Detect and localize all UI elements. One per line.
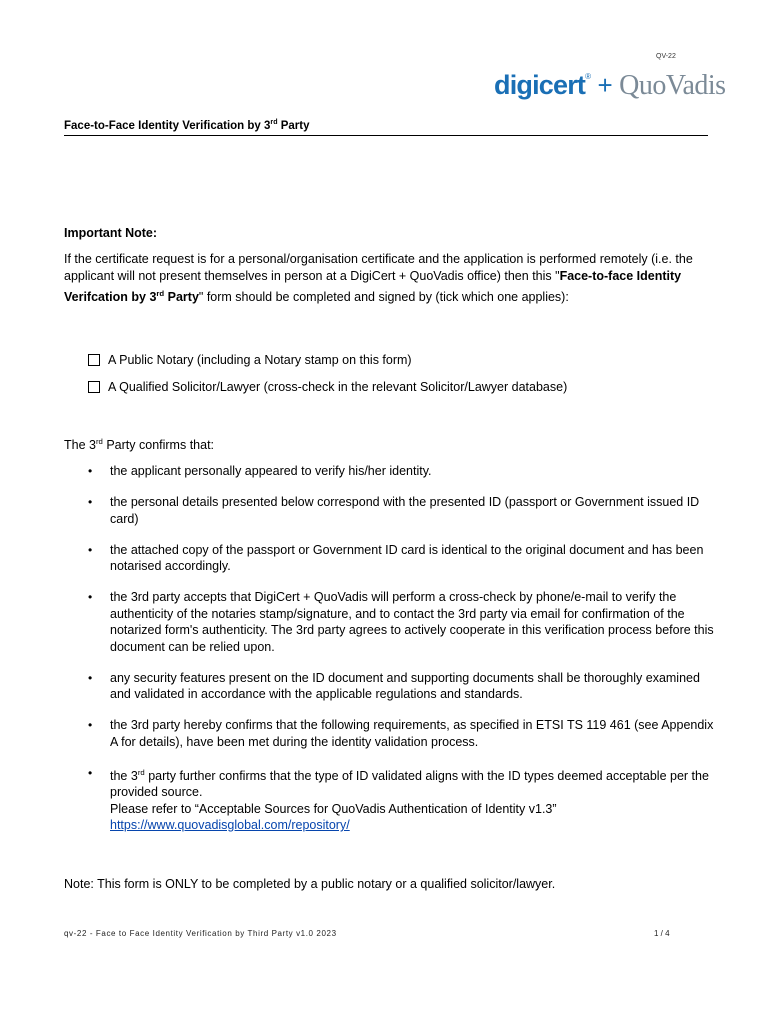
list-item: • the 3rd party accepts that DigiCert + QuoVadis will perform a cross-check by phone/e-mail to verify the authenticity of the notaries stamp/signature, and to contact the 3rd party via email for confirmation of the notarized form's authenticity. The 3rd party agrees to actively cooperate in this verification process before this document can be relied upon. [88,589,718,655]
solicitor-lawyer-checkbox[interactable] [88,381,100,393]
option-label: A Qualified Solicitor/Lawyer (cross-check in the relevant Solicitor/Lawyer database) [108,380,568,394]
footer-document-name: qv-22 - Face to Face Identity Verification by Third Party v1.0 2023 [64,929,337,938]
footer-page-number: 1 / 4 [654,929,670,938]
refer-text: Please refer to “Acceptable Sources for QuoVadis Authentication of Identity v1.3” [110,801,557,816]
logo-registered-mark: ® [585,72,592,81]
important-note-heading: Important Note: [64,226,158,240]
header-divider [64,135,708,136]
logo-plus: + [597,70,613,100]
final-note: Note: This form is ONLY to be completed by a public notary or a qualified solicitor/lawyer. [64,877,556,891]
repository-link[interactable]: https://www.quovadisglobal.com/repository/ [110,818,350,833]
public-notary-checkbox[interactable] [88,354,100,366]
confirms-lead-text: The 3rd Party confirms that: [64,437,215,453]
list-item: • the 3rd party hereby confirms that the following requirements, as specified in ETSI TS 119 461 (see Appendix A for details), have been met during the identity validation process. [88,717,718,750]
logo-quovadis-text: QuoVadis [619,70,726,101]
option-public-notary[interactable] [88,353,412,367]
list-item: • the 3rd party further confirms that the type of ID validated aligns with the ID types deemed acceptable per the provided source. Please refer to “Acceptable Sources for QuoVadis Authentication of Identity v1.3” https://www.quovadisglobal.com/repository/ [88,765,718,834]
page-title: Face-to-Face Identity Verification by 3rd Party [64,118,310,132]
list-item: • the applicant personally appeared to verify his/her identity. [88,463,718,480]
intro-paragraph: If the certificate request is for a personal/organisation certificate and the application is performed remotely (i.e. the applicant will not present themselves in person at a DigiCert + QuoVadis office) then this "Face-to-face Identity Verifcation by 3rd Party" form should be completed and signed by (tick which one applies): [64,252,693,305]
list-item: • the personal details presented below correspond with the presented ID (passport or Government issued ID card) [88,494,718,527]
list-item: • any security features present on the ID document and supporting documents shall be thoroughly examined and validated in accordance with the applicable regulations and standards. [88,670,718,703]
confirmation-list [88,463,718,848]
digicert-quovadis-logo [494,70,726,102]
logo-digicert-text: digicert [494,70,586,100]
option-solicitor-lawyer[interactable] [88,380,567,394]
option-label: A Public Notary (including a Notary stamp on this form) [108,353,412,367]
list-item: • the attached copy of the passport or Government ID card is identical to the original document and has been notarised accordingly. [88,542,718,575]
document-code: QV-22 [656,53,676,60]
